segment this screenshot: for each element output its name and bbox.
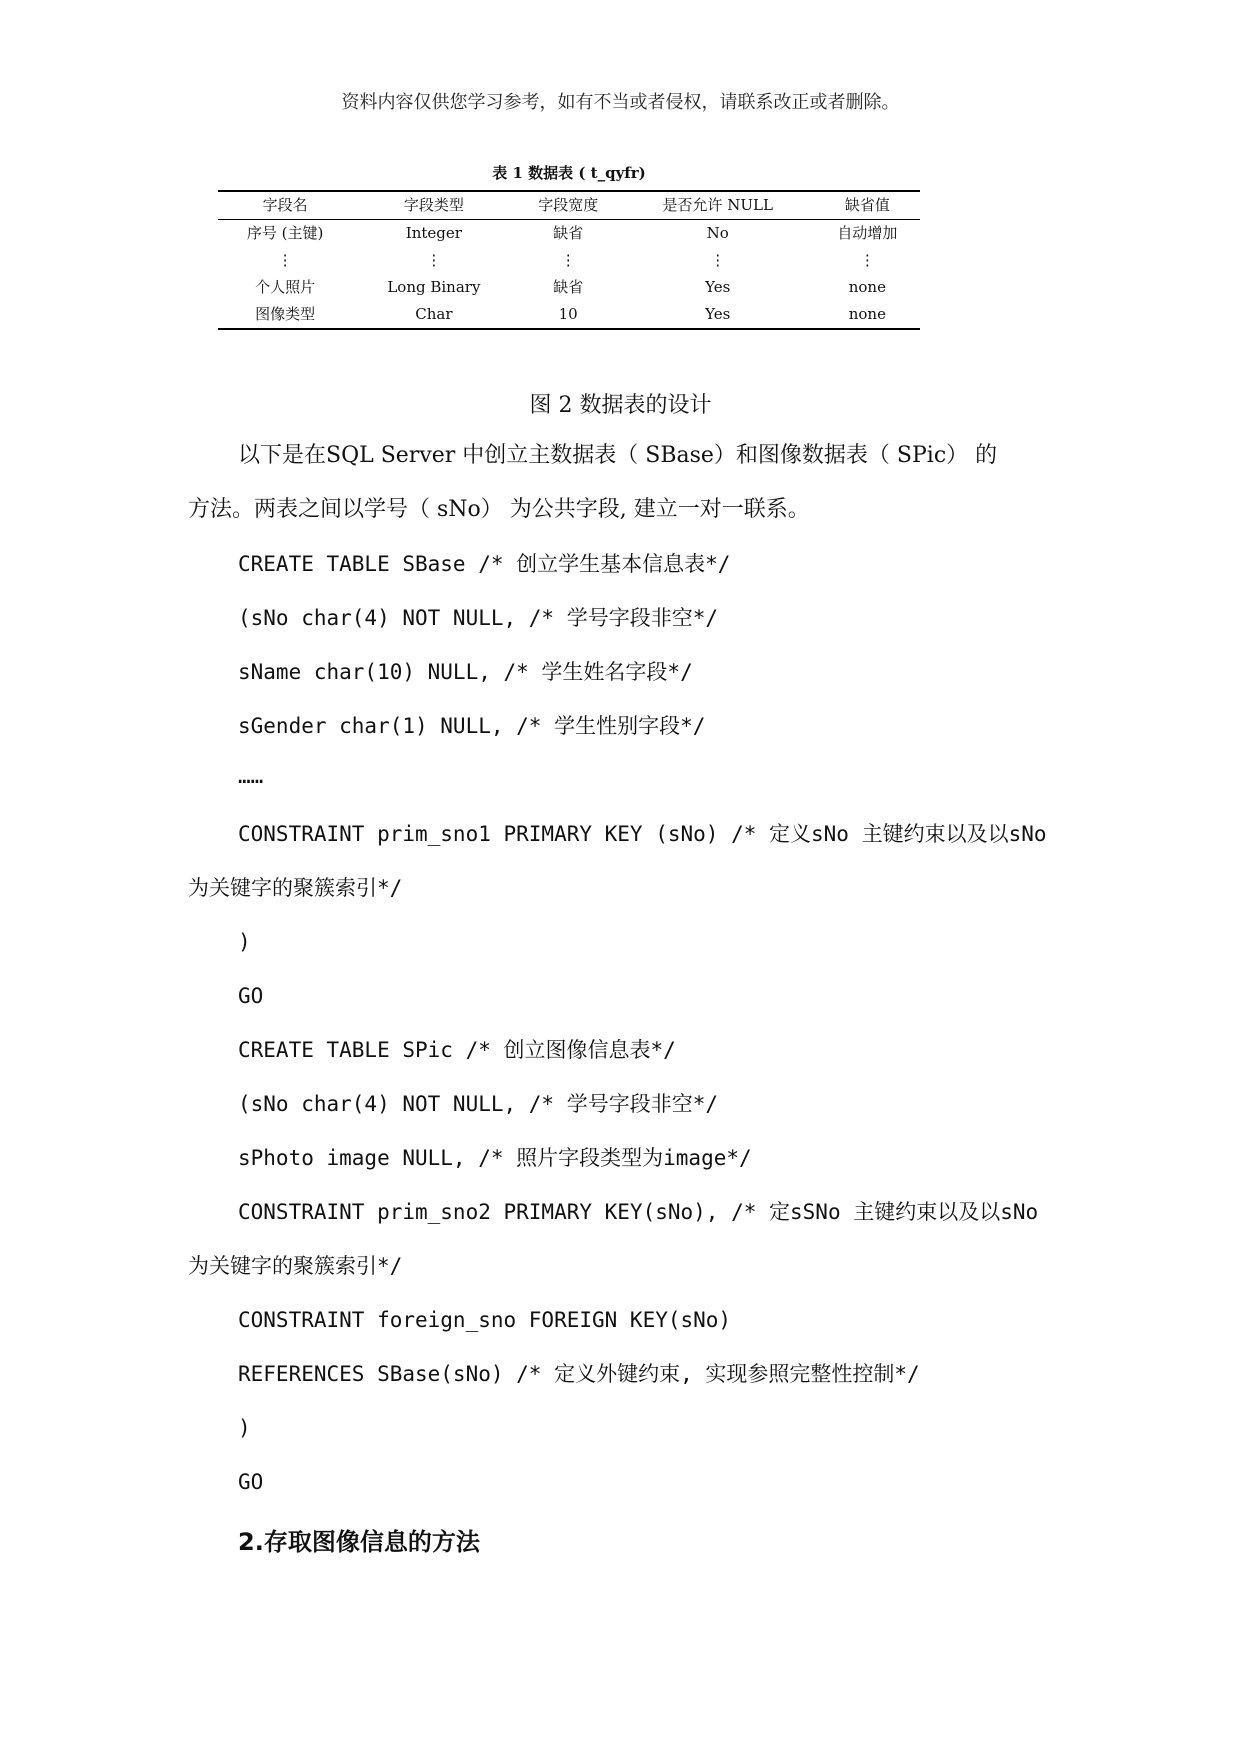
table-caption: 表 1 数据表 ( t_qyfr): [492, 164, 646, 182]
code-line: sName char(10) NULL, /* 学生姓名字段*/: [238, 660, 693, 684]
table-header-row: [218, 191, 920, 220]
table-row: [218, 220, 920, 248]
table-cell: 缺省: [553, 278, 584, 296]
table-row: [218, 274, 920, 301]
code-line: (sNo char(4) NOT NULL, /* 学号字段非空*/: [238, 606, 719, 630]
table-cell: Yes: [705, 278, 731, 296]
header-notice: 资料内容仅供您学习参考，如有不当或者侵权，请联系改正或者删除。: [341, 92, 900, 113]
figure-caption: 图 2 数据表的设计: [529, 393, 712, 418]
table-cell: none: [848, 278, 886, 296]
table-cell: Char: [415, 305, 453, 323]
data-table: [218, 190, 920, 330]
table-row: [218, 247, 920, 274]
column-header: 缺省值: [844, 196, 890, 214]
code-line: CONSTRAINT prim_sno2 PRIMARY KEY(sNo), /* 定sSNo 主键约束以及以sNo: [238, 1200, 1039, 1224]
code-line: sPhoto image NULL, /* 照片字段类型为image*/: [238, 1146, 752, 1170]
code-line: ): [238, 930, 251, 954]
code-line: CREATE TABLE SPic /* 创立图像信息表*/: [238, 1038, 676, 1062]
code-line: GO: [238, 1470, 264, 1494]
code-line: CONSTRAINT prim_sno1 PRIMARY KEY (sNo) /* 定义sNo 主键约束以及以sNo: [238, 822, 1047, 846]
table-cell: 图像类型: [255, 305, 316, 323]
code-line: REFERENCES SBase(sNo) /* 定义外键约束, 实现参照完整性控制*/: [238, 1362, 920, 1386]
table-cell: ⋮: [859, 251, 875, 269]
table-cell: none: [848, 305, 886, 323]
table-cell: ⋮: [710, 251, 726, 269]
column-header: 是否允许 NULL: [662, 196, 773, 214]
table-cell: ⋮: [426, 251, 442, 269]
table-cell: 缺省: [553, 224, 584, 242]
code-line: ……: [238, 764, 264, 788]
code-line: CONSTRAINT foreign_sno FOREIGN KEY(sNo): [238, 1308, 732, 1332]
table-cell: 序号 (主键): [246, 224, 324, 242]
code-line: ): [238, 1416, 251, 1440]
paragraph-line: 方法。两表之间以学号（ sNo） 为公共字段, 建立一对一联系。: [188, 497, 810, 522]
column-header: 字段类型: [403, 196, 464, 214]
paragraph-line: 以下是在SQL Server 中创立主数据表（ SBase）和图像数据表（ SPic） 的: [238, 443, 998, 468]
table-cell: Integer: [405, 224, 462, 242]
table-cell: 10: [558, 305, 578, 323]
table-cell: 自动增加: [837, 224, 898, 242]
table-row: [218, 301, 920, 329]
table-cell: No: [706, 224, 729, 242]
code-line: GO: [238, 984, 264, 1008]
code-line: (sNo char(4) NOT NULL, /* 学号字段非空*/: [238, 1092, 719, 1116]
table-cell: ⋮: [277, 251, 293, 269]
column-header: 字段宽度: [538, 196, 599, 214]
code-line: sGender char(1) NULL, /* 学生性别字段*/: [238, 714, 706, 738]
column-header: 字段名: [262, 196, 308, 214]
table-cell: 个人照片: [255, 278, 316, 296]
code-line: 为关键字的聚簇索引*/: [188, 876, 403, 900]
table-cell: Yes: [705, 305, 731, 323]
section-heading: 2.存取图像信息的方法: [238, 1528, 480, 1556]
code-line: 为关键字的聚簇索引*/: [188, 1254, 403, 1278]
table-cell: ⋮: [560, 251, 576, 269]
code-line: CREATE TABLE SBase /* 创立学生基本信息表*/: [238, 552, 731, 576]
table-cell: Long Binary: [387, 278, 481, 296]
